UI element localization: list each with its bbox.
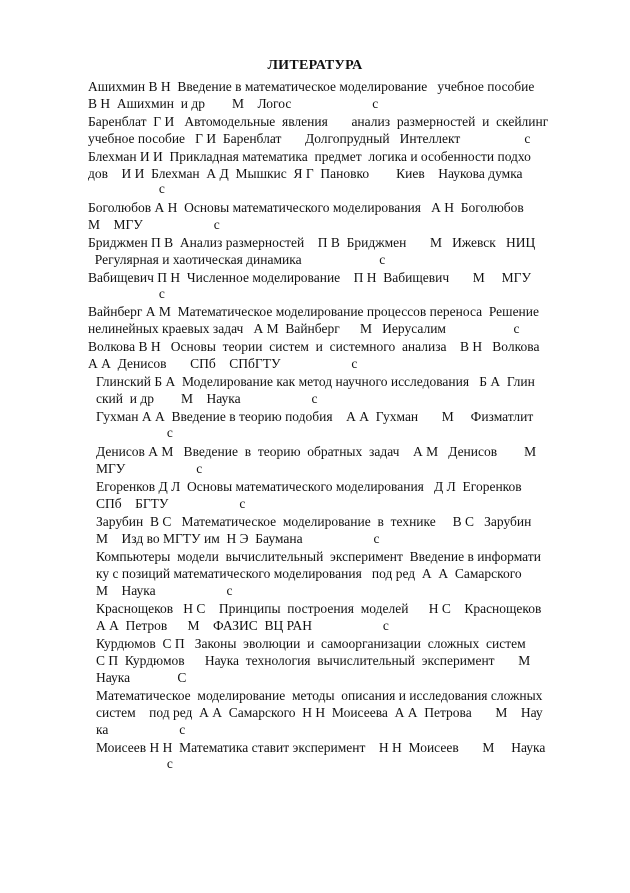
ref-line: С П Курдюмов Наука технология вычислительный эксперимент М [96,653,531,668]
ref-line: А А Денисов СПб СПбГТУ с [88,356,358,371]
ref-line: М Наука с [96,583,233,598]
ref-line: Гухман А А Введение в теорию подобия А А Гухман М Физматлит [96,409,534,424]
ref-line: А А Петров М ФАЗИС ВЦ РАН с [96,618,389,633]
ref-line: МГУ с [96,461,203,476]
ref-line: систем под ред А А Самарского Н Н Моисеева А А Петрова М Нау [96,705,543,720]
ref-line: Ашихмин В Н Введение в математическое моделирование учебное пособие [88,79,535,94]
ref-line: с [88,181,165,196]
ref-line: с [96,756,173,771]
ref-line: ку с позиций математического моделирования под ред А А Самарского [96,566,522,581]
ref-line: М МГУ с [88,217,220,232]
ref-line: Компьютеры модели вычислительный эксперимент Введение в информати [96,549,541,564]
ref-line: ский и др М Наука с [96,391,318,406]
ref-line: нелинейных краевых задач А М Вайнберг М Иерусалим с [88,321,520,336]
ref-line: В Н Ашихмин и др М Логос с [88,96,379,111]
page-title: ЛИТЕРАТУРА [267,58,363,73]
ref-line: Боголюбов А Н Основы математического моделирования А Н Боголюбов [88,200,524,215]
ref-line: Денисов А М Введение в теорию обратных задач А М Денисов М [96,444,537,459]
ref-line: дов И И Блехман А Д Мышкис Я Г Пановко Киев Наукова думка [88,166,523,181]
ref-line: СПб БГТУ с [96,496,246,511]
ref-line: Бриджмен П В Анализ размерностей П В Бриджмен М Ижевск НИЦ [88,235,536,250]
ref-line: Глинский Б А Моделирование как метод научного исследования Б А Глин [96,374,535,389]
ref-line: Регулярная и хаотическая динамика с [88,252,386,267]
ref-line: Зарубин В С Математическое моделирование в технике В С Зарубин [96,514,532,529]
ref-line: Краснощеков Н С Принципы построения моделей Н С Краснощеков [96,601,542,616]
ref-line: Моисеев Н Н Математика ставит эксперимент Н Н Моисеев М Наука [96,740,546,755]
ref-line: с [88,286,165,301]
ref-line: Егоренков Д Л Основы математического моделирования Д Л Егоренков [96,479,522,494]
ref-line: Блехман И И Прикладная математика предмет логика и особенности подхо [88,149,531,164]
ref-line: Вайнберг А М Математическое моделирование процессов переноса Решение [88,304,539,319]
ref-line: Математическое моделирование методы описания и исследования сложных [96,688,543,703]
ref-line: учебное пособие Г И Баренблат Долгопрудный Интеллект с [88,131,531,146]
ref-line: М Изд во МГТУ им Н Э Баумана с [96,531,380,546]
ref-line: Вабищевич П Н Численное моделирование П Н Вабищевич М МГУ [88,270,532,285]
ref-line: с [96,425,173,440]
ref-line: Курдюмов С П Законы эволюции и самоорганизации сложных систем [96,636,526,651]
ref-line: Баренблат Г И Автомодельные явления анализ размерностей и скейлинг [88,114,549,129]
ref-line: ка с [96,722,186,737]
ref-line: Наука С [96,670,187,685]
ref-line: Волкова В Н Основы теории систем и системного анализа В Н Волкова [88,339,540,354]
